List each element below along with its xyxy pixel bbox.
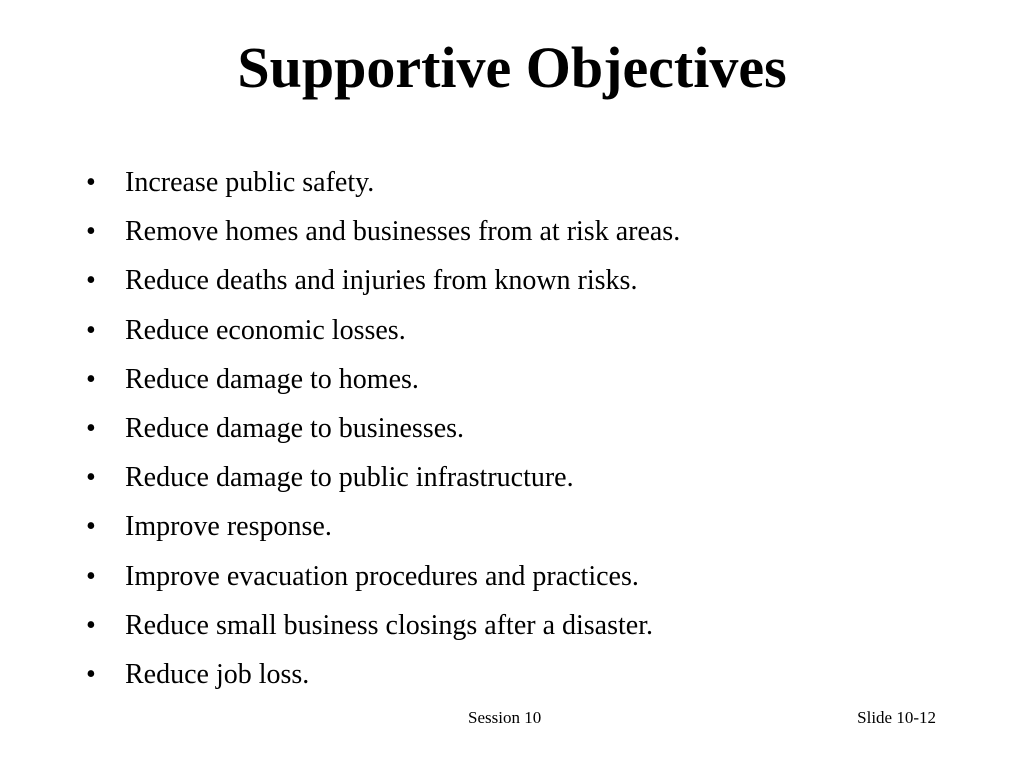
bullet-item: [86, 453, 966, 502]
bullet-point-icon: •: [86, 363, 96, 395]
footer-session-label: Session 10: [468, 708, 542, 727]
bullet-point-icon: •: [86, 560, 96, 592]
bullet-text: Reduce deaths and injuries from known risks.: [125, 265, 638, 297]
bullet-point-icon: •: [86, 609, 96, 641]
bullet-item: [86, 158, 966, 207]
bullet-point-icon: •: [86, 216, 96, 248]
bullet-text: Reduce damage to businesses.: [125, 412, 465, 444]
bullet-item: [86, 256, 966, 305]
bullet-item: [86, 404, 966, 453]
bullet-item: [86, 552, 966, 601]
footer-slide-number: Slide 10-12: [857, 708, 936, 727]
bullet-text: Improve evacuation procedures and practices.: [125, 560, 639, 592]
bullet-point-icon: •: [86, 462, 96, 494]
bullet-point-icon: •: [86, 314, 96, 346]
bullet-text: Remove homes and businesses from at risk areas.: [125, 216, 681, 248]
bullet-item: [86, 601, 966, 650]
bullet-text: Improve response.: [125, 511, 332, 543]
bullet-point-icon: •: [86, 412, 96, 444]
bullet-item: [86, 207, 966, 256]
bullet-text: Reduce damage to homes.: [125, 363, 419, 395]
bullet-point-icon: •: [86, 265, 96, 297]
bullet-text: Reduce damage to public infrastructure.: [125, 462, 574, 494]
slide-title: Supportive Objectives: [237, 35, 787, 100]
bullet-list: [86, 158, 966, 699]
bullet-text: Reduce small business closings after a disaster.: [125, 609, 653, 641]
bullet-point-icon: •: [86, 658, 96, 690]
bullet-text: Reduce economic losses.: [125, 314, 406, 346]
bullet-text: Reduce job loss.: [125, 658, 310, 690]
bullet-item: [86, 306, 966, 355]
bullet-item: [86, 502, 966, 551]
bullet-item: [86, 355, 966, 404]
bullet-point-icon: •: [86, 167, 96, 198]
bullet-text: Increase public safety.: [125, 167, 375, 198]
bullet-point-icon: •: [86, 511, 96, 543]
bullet-item: [86, 650, 966, 699]
